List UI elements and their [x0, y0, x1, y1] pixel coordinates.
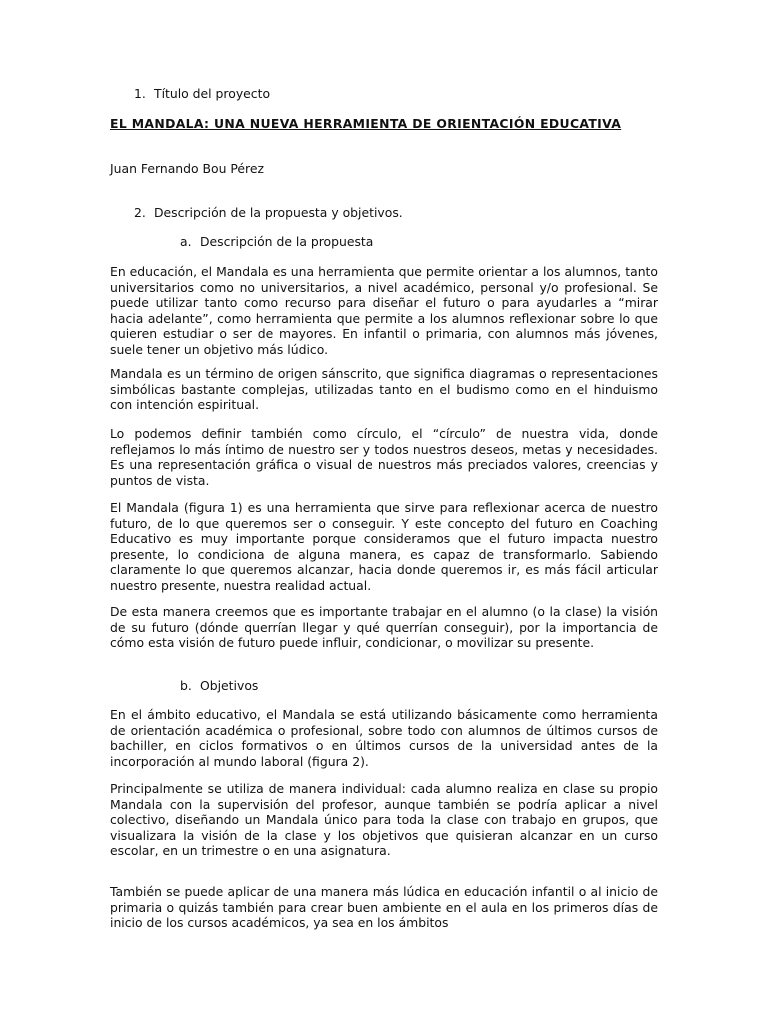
- paragraph: De esta manera creemos que es importante trabajar en el alumno (o la clase) la visión de su futuro (dónde querrían llegar y qué querrían conseguir), por la importancia de cómo esta visión de futuro puede influir, condicionar, o movilizar su presente.: [110, 604, 658, 650]
- list-marker: 1.: [134, 86, 146, 101]
- list-marker: a.: [180, 234, 192, 249]
- subsection-heading-text: Descripción de la propuesta: [200, 234, 374, 249]
- paragraph: Lo podemos definir también como círculo, el “círculo” de nuestra vida, donde reflejamos lo más íntimo de nuestro ser y todos nuestros deseos, metas y necesidades. Es una representación gráfica o visual de nuestros más preciados valores, creencias y puntos de vista.: [110, 426, 658, 488]
- paragraph: El Mandala (figura 1) es una herramienta que sirve para reflexionar acerca de nuestro futuro, de lo que queremos ser o conseguir. Y este concepto del futuro en Coaching Educativo es muy importante porque consideramos que el futuro impacta nuestro presente, lo condiciona de alguna manera, es capaz de transformarlo. Sabiendo claramente lo que queremos alcanzar, hacia donde queremos ir, es más fácil articular nuestro presente, nuestra realidad actual.: [110, 500, 658, 593]
- subsection-heading-a: [180, 234, 373, 250]
- author-name: Juan Fernando Bou Pérez: [110, 161, 264, 176]
- subsection-heading-b: [180, 678, 258, 694]
- paragraph: En el ámbito educativo, el Mandala se está utilizando básicamente como herramienta de orientación académica o profesional, sobre todo con alumnos de últimos cursos de bachiller, en ciclos formativos o en últimos cursos de la universidad antes de la incorporación al mundo laboral (figura 2).: [110, 707, 658, 769]
- paragraph: Mandala es un término de origen sánscrito, que significa diagramas o representaciones simbólicas bastante complejas, utilizadas tanto en el budismo como en el hinduismo con intención espiritual.: [110, 366, 658, 412]
- list-marker: b.: [180, 678, 192, 693]
- project-title: EL MANDALA: UNA NUEVA HERRAMIENTA DE ORIENTACIÓN EDUCATIVA: [110, 116, 622, 131]
- section-heading-text: Título del proyecto: [154, 86, 271, 101]
- list-marker: 2.: [134, 205, 146, 220]
- paragraph: También se puede aplicar de una manera más lúdica en educación infantil o al inicio de primaria o quizás también para crear buen ambiente en el aula en los primeros días de inicio de los cursos académicos, ya sea en los ámbitos: [110, 884, 658, 930]
- section-heading-2: [134, 205, 403, 221]
- paragraph: En educación, el Mandala es una herramienta que permite orientar a los alumnos, tanto universitarios como no universitarios, a nivel académico, personal y/o profesional. Se puede utilizar tanto como recurso para diseñar el futuro o para ayudarles a “mirar hacia adelante”, como herramienta que permite a los alumnos reflexionar sobre lo que quieren estudiar o ser de mayores. En infantil o primaria, con alumnos más jóvenes, suele tener un objetivo más lúdico.: [110, 264, 658, 357]
- section-heading-1: [134, 86, 270, 102]
- paragraph: Principalmente se utiliza de manera individual: cada alumno realiza en clase su propio Mandala con la supervisión del profesor, aunque también se podría aplicar a nivel colectivo, diseñando un Mandala único para toda la clase con trabajo en grupos, que visualizara la visión de la clase y los objetivos que quisieran alcanzar en un curso escolar, en un trimestre o en una asignatura.: [110, 781, 658, 858]
- subsection-heading-text: Objetivos: [200, 678, 259, 693]
- section-heading-text: Descripción de la propuesta y objetivos.: [154, 205, 403, 220]
